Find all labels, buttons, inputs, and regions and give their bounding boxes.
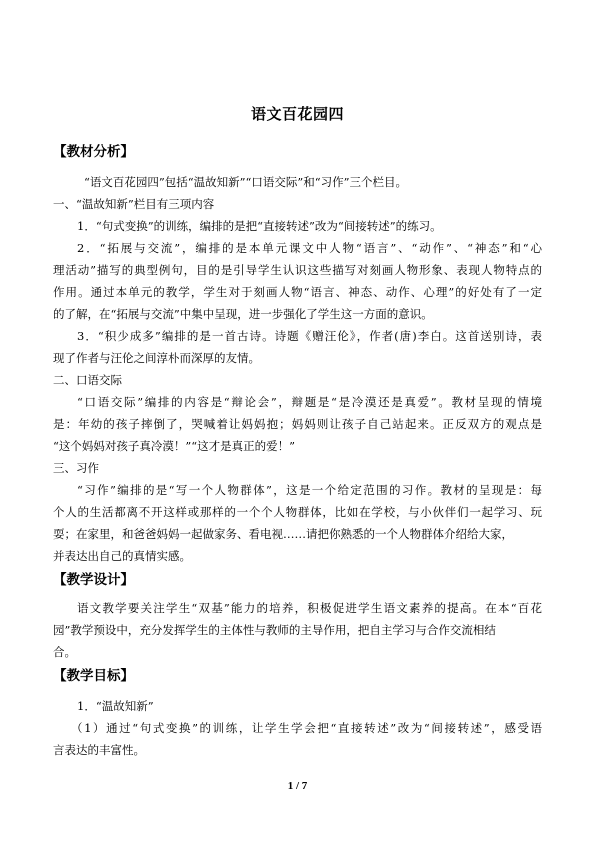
design-line: 语文教学要关注学生“双基”能力的培养，积极促进学生语文素养的提高。在本“百花 <box>77 601 542 615</box>
goals-sub1-line: （1）通过“句式变换”的训练，让学生学会把“直接转述”改为“间接转述”，感受语 <box>71 721 542 735</box>
design-line: 园”教学预设中，充分发挥学生的主体性与教师的主导作用，把自主学习与合作交流相结 <box>53 623 496 637</box>
part1-item2-line: 理活动”描写的典型例句，目的是引导学生认识这些描写对刻画人物形象、表现人物特点的 <box>53 263 542 277</box>
section-heading-analysis: 【教材分析】 <box>53 144 134 160</box>
part2-line: “这个妈妈对孩子真冷漠！”“这才是真正的爱！” <box>53 439 296 453</box>
part1-item2-line: 作用。通过本单元的教学，学生对于刻画人物“语言、神态、动作、心理”的好处有了一定 <box>53 285 542 299</box>
part3-line: 耍；在家里，和爸爸妈妈一起做家务、看电视……请把你熟悉的一个人物群体介绍给大家， <box>53 527 513 541</box>
part1-item2-line: 2．“拓展与交流”，编排的是本单元课文中人物“语言”、“动作”、“神态”和“心 <box>77 241 542 255</box>
part1-item3-line: 现了作者与汪伦之间淳朴而深厚的友情。 <box>53 351 260 365</box>
part1-item2-line: 的了解，在“拓展与交流”中集中呈现，进一步强化了学生这一方面的意识。 <box>53 307 433 321</box>
part3-line: 个人的生活都离不开这样或那样的一个个人物群体，比如在学校，与小伙伴们一起学习、玩 <box>53 505 542 519</box>
part3-line: “习作”编排的是“写一个人物群体”，这是一个给定范围的习作。教材的呈现是：每 <box>77 483 542 497</box>
part1-item3-line: 3．“积少成多”编排的是一首古诗。诗题《赠汪伦》，作者(唐)李白。这首送别诗，表 <box>77 329 542 343</box>
page-number: 1 / 7 <box>287 780 308 792</box>
section-heading-design: 【教学设计】 <box>53 572 134 588</box>
goals-item1: 1．“温故知新” <box>77 699 154 713</box>
document-title: 语文百花园四 <box>250 105 344 123</box>
section-heading-goals: 【教学目标】 <box>53 668 134 684</box>
goals-sub1-line: 言表达的丰富性。 <box>53 743 145 757</box>
part1-heading: 一、“温故知新”栏目有三项内容 <box>53 197 215 211</box>
part2-heading: 二、口语交际 <box>53 373 122 387</box>
part2-line: 是：年幼的孩子摔倒了，哭喊着让妈妈抱；妈妈则让孩子自己站起来。正反双方的观点是 <box>53 417 542 431</box>
part2-line: “口语交际”编排的内容是“辩论会”，辩题是“是冷漠还是真爱”。教材呈现的情境 <box>77 395 542 409</box>
analysis-intro: “语文百花园四”包括“温故知新”“口语交际”和“习作”三个栏目。 <box>84 175 408 189</box>
design-line: 合。 <box>53 645 76 659</box>
part3-line: 并表达出自己的真情实感。 <box>53 549 191 563</box>
part3-heading: 三、习作 <box>53 461 99 475</box>
part1-item1: 1．“句式变换”的训练，编排的是把“直接转述”改为“间接转述”的练习。 <box>77 219 442 233</box>
